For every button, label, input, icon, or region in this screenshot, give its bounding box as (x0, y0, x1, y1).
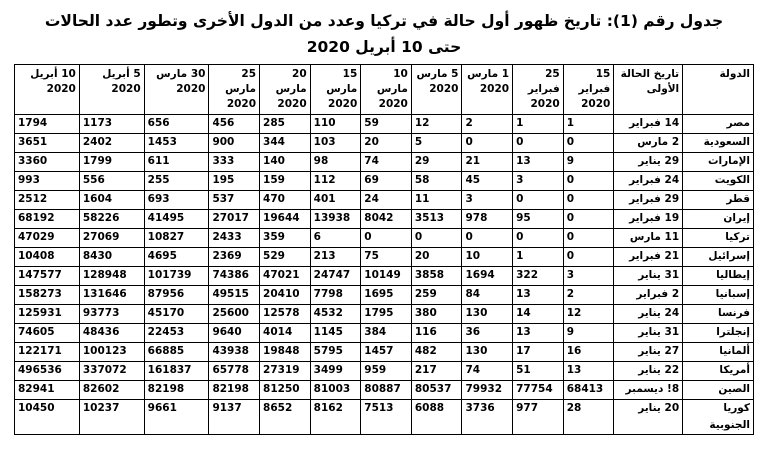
case-count-cell: 59 (361, 115, 412, 134)
case-count-cell: 13 (513, 324, 564, 343)
case-count-cell: 0 (563, 134, 614, 153)
case-count-cell: 13 (563, 362, 614, 381)
case-count-cell: 45170 (144, 305, 209, 324)
case-count-cell: 6 (310, 229, 361, 248)
case-count-cell: 9137 (209, 400, 260, 435)
country-cell: إسرائيل (683, 248, 754, 267)
case-count-cell: 27017 (209, 210, 260, 229)
case-count-cell: 2369 (209, 248, 260, 267)
column-header: 25 فبراير 2020 (513, 65, 564, 115)
case-count-cell: 20 (411, 248, 462, 267)
table-title-line1: جدول رقم (1): تاريخ ظهور أول حالة في تركيا وعدد من الدول الأخرى وتطور عدد الحالات (44, 12, 724, 30)
case-count-cell: 10408 (15, 248, 80, 267)
case-count-cell: 128948 (79, 267, 144, 286)
case-count-cell: 4014 (260, 324, 311, 343)
first-case-date-cell: 20 يناير (614, 400, 683, 435)
case-count-cell: 100123 (79, 343, 144, 362)
case-count-cell: 2 (462, 115, 513, 134)
case-count-cell: 285 (260, 115, 311, 134)
case-count-cell: 27319 (260, 362, 311, 381)
case-count-cell: 130 (462, 343, 513, 362)
country-cell: السعودية (683, 134, 754, 153)
first-case-date-cell: 14 فبراير (614, 115, 683, 134)
case-count-cell: 122171 (15, 343, 80, 362)
case-count-cell: 8430 (79, 248, 144, 267)
first-case-date-cell: 24 فبراير (614, 172, 683, 191)
case-count-cell: 7513 (361, 400, 412, 435)
case-count-cell: 103 (310, 134, 361, 153)
case-count-cell: 1173 (79, 115, 144, 134)
case-count-cell: 1 (563, 115, 614, 134)
case-count-cell: 217 (411, 362, 462, 381)
case-count-cell: 69 (361, 172, 412, 191)
table-row (15, 381, 754, 400)
case-count-cell: 75 (361, 248, 412, 267)
case-count-cell: 5 (411, 134, 462, 153)
case-count-cell: 12 (411, 115, 462, 134)
cases-table (14, 64, 754, 435)
case-count-cell: 977 (513, 400, 564, 435)
country-cell: فرنسا (683, 305, 754, 324)
case-count-cell: 82198 (144, 381, 209, 400)
case-count-cell: 10237 (79, 400, 144, 435)
first-case-date-cell: 22 يناير (614, 362, 683, 381)
case-count-cell: 993 (15, 172, 80, 191)
column-header: الدولة (683, 65, 754, 115)
case-count-cell: 161837 (144, 362, 209, 381)
case-count-cell: 3736 (462, 400, 513, 435)
case-count-cell: 125931 (15, 305, 80, 324)
first-case-date-cell: 21 فبراير (614, 248, 683, 267)
case-count-cell: 43938 (209, 343, 260, 362)
case-count-cell: 2512 (15, 191, 80, 210)
table-row (15, 191, 754, 210)
case-count-cell: 77754 (513, 381, 564, 400)
table-row (15, 362, 754, 381)
column-header: 15 فبراير 2020 (563, 65, 614, 115)
case-count-cell: 140 (260, 153, 311, 172)
first-case-date-cell: 8! ديسمبر (614, 381, 683, 400)
case-count-cell: 14 (513, 305, 564, 324)
case-count-cell: 337072 (79, 362, 144, 381)
case-count-cell: 0 (513, 134, 564, 153)
case-count-cell: 84 (462, 286, 513, 305)
case-count-cell: 3858 (411, 267, 462, 286)
case-count-cell: 159 (260, 172, 311, 191)
case-count-cell: 4695 (144, 248, 209, 267)
case-count-cell: 36 (462, 324, 513, 343)
country-cell: الكويت (683, 172, 754, 191)
case-count-cell: 130 (462, 305, 513, 324)
header-row (15, 65, 754, 115)
case-count-cell: 978 (462, 210, 513, 229)
case-count-cell: 0 (462, 229, 513, 248)
column-header: 15 مارس 2020 (310, 65, 361, 115)
case-count-cell: 496536 (15, 362, 80, 381)
case-count-cell: 25600 (209, 305, 260, 324)
case-count-cell: 13 (513, 286, 564, 305)
case-count-cell: 656 (144, 115, 209, 134)
case-count-cell: 470 (260, 191, 311, 210)
case-count-cell: 333 (209, 153, 260, 172)
case-count-cell: 10149 (361, 267, 412, 286)
case-count-cell: 693 (144, 191, 209, 210)
case-count-cell: 344 (260, 134, 311, 153)
case-count-cell: 74 (462, 362, 513, 381)
case-count-cell: 380 (411, 305, 462, 324)
case-count-cell: 1457 (361, 343, 412, 362)
case-count-cell: 384 (361, 324, 412, 343)
country-cell: أمريكا (683, 362, 754, 381)
case-count-cell: 13 (513, 153, 564, 172)
case-count-cell: 10450 (15, 400, 80, 435)
case-count-cell: 8042 (361, 210, 412, 229)
case-count-cell: 1 (513, 115, 564, 134)
case-count-cell: 12578 (260, 305, 311, 324)
case-count-cell: 456 (209, 115, 260, 134)
case-count-cell: 2402 (79, 134, 144, 153)
table-row (15, 153, 754, 172)
case-count-cell: 8162 (310, 400, 361, 435)
case-count-cell: 1794 (15, 115, 80, 134)
case-count-cell: 29 (411, 153, 462, 172)
country-cell: إيطاليا (683, 267, 754, 286)
case-count-cell: 68413 (563, 381, 614, 400)
case-count-cell: 65778 (209, 362, 260, 381)
case-count-cell: 1695 (361, 286, 412, 305)
case-count-cell: 8652 (260, 400, 311, 435)
column-header: تاريخ الحالة الأولى (614, 65, 683, 115)
first-case-date-cell: 2 فبراير (614, 286, 683, 305)
country-cell: إسبانيا (683, 286, 754, 305)
case-count-cell: 0 (563, 191, 614, 210)
case-count-cell: 259 (411, 286, 462, 305)
case-count-cell: 81003 (310, 381, 361, 400)
first-case-date-cell: 31 يناير (614, 267, 683, 286)
case-count-cell: 9 (563, 324, 614, 343)
case-count-cell: 12 (563, 305, 614, 324)
case-count-cell: 82198 (209, 381, 260, 400)
case-count-cell: 131646 (79, 286, 144, 305)
country-cell: تركيا (683, 229, 754, 248)
case-count-cell: 0 (411, 229, 462, 248)
case-count-cell: 21 (462, 153, 513, 172)
case-count-cell: 16 (563, 343, 614, 362)
table-row (15, 134, 754, 153)
case-count-cell: 74 (361, 153, 412, 172)
table-row (15, 248, 754, 267)
case-count-cell: 0 (361, 229, 412, 248)
case-count-cell: 19848 (260, 343, 311, 362)
case-count-cell: 900 (209, 134, 260, 153)
column-header: 25 مارس 2020 (209, 65, 260, 115)
case-count-cell: 24 (361, 191, 412, 210)
first-case-date-cell: 19 فبراير (614, 210, 683, 229)
case-count-cell: 101739 (144, 267, 209, 286)
column-header: 20 مارس 2020 (260, 65, 311, 115)
case-count-cell: 24747 (310, 267, 361, 286)
case-count-cell: 2433 (209, 229, 260, 248)
case-count-cell: 74605 (15, 324, 80, 343)
case-count-cell: 48436 (79, 324, 144, 343)
case-count-cell: 80887 (361, 381, 412, 400)
case-count-cell: 5795 (310, 343, 361, 362)
column-header: 5 مارس 2020 (411, 65, 462, 115)
case-count-cell: 359 (260, 229, 311, 248)
case-count-cell: 10 (462, 248, 513, 267)
case-count-cell: 0 (513, 191, 564, 210)
table-row (15, 210, 754, 229)
table-row (15, 229, 754, 248)
case-count-cell: 1694 (462, 267, 513, 286)
case-count-cell: 9640 (209, 324, 260, 343)
case-count-cell: 322 (513, 267, 564, 286)
case-count-cell: 1795 (361, 305, 412, 324)
first-case-date-cell: 24 يناير (614, 305, 683, 324)
first-case-date-cell: 29 فبراير (614, 191, 683, 210)
column-header: 5 أبريل 2020 (79, 65, 144, 115)
case-count-cell: 11 (411, 191, 462, 210)
case-count-cell: 98 (310, 153, 361, 172)
case-count-cell: 529 (260, 248, 311, 267)
case-count-cell: 20 (361, 134, 412, 153)
case-count-cell: 47029 (15, 229, 80, 248)
case-count-cell: 10827 (144, 229, 209, 248)
table-row (15, 400, 754, 435)
case-count-cell: 22453 (144, 324, 209, 343)
case-count-cell: 116 (411, 324, 462, 343)
case-count-cell: 3 (513, 172, 564, 191)
case-count-cell: 147577 (15, 267, 80, 286)
case-count-cell: 3 (462, 191, 513, 210)
case-count-cell: 158273 (15, 286, 80, 305)
table-row (15, 286, 754, 305)
table-row (15, 305, 754, 324)
case-count-cell: 68192 (15, 210, 80, 229)
case-count-cell: 80537 (411, 381, 462, 400)
case-count-cell: 58226 (79, 210, 144, 229)
country-cell: قطر (683, 191, 754, 210)
case-count-cell: 58 (411, 172, 462, 191)
first-case-date-cell: 31 يناير (614, 324, 683, 343)
case-count-cell: 9661 (144, 400, 209, 435)
table-title-line2: حتى 10 أبريل 2020 (306, 38, 462, 56)
case-count-cell: 49515 (209, 286, 260, 305)
case-count-cell: 41495 (144, 210, 209, 229)
case-count-cell: 82941 (15, 381, 80, 400)
case-count-cell: 195 (209, 172, 260, 191)
case-count-cell: 1604 (79, 191, 144, 210)
case-count-cell: 51 (513, 362, 564, 381)
case-count-cell: 255 (144, 172, 209, 191)
table-row (15, 172, 754, 191)
case-count-cell: 213 (310, 248, 361, 267)
case-count-cell: 482 (411, 343, 462, 362)
case-count-cell: 959 (361, 362, 412, 381)
case-count-cell: 110 (310, 115, 361, 134)
case-count-cell: 3513 (411, 210, 462, 229)
case-count-cell: 45 (462, 172, 513, 191)
first-case-date-cell: 2 مارس (614, 134, 683, 153)
first-case-date-cell: 29 يناير (614, 153, 683, 172)
country-cell: الإمارات (683, 153, 754, 172)
case-count-cell: 47021 (260, 267, 311, 286)
first-case-date-cell: 27 يناير (614, 343, 683, 362)
case-count-cell: 19644 (260, 210, 311, 229)
column-header: 1 مارس 2020 (462, 65, 513, 115)
case-count-cell: 0 (563, 210, 614, 229)
case-count-cell: 1453 (144, 134, 209, 153)
case-count-cell: 28 (563, 400, 614, 435)
case-count-cell: 1 (513, 248, 564, 267)
case-count-cell: 0 (563, 229, 614, 248)
column-header: 10 مارس 2020 (361, 65, 412, 115)
table-body (15, 115, 754, 435)
case-count-cell: 1145 (310, 324, 361, 343)
case-count-cell: 556 (79, 172, 144, 191)
case-count-cell: 79932 (462, 381, 513, 400)
case-count-cell: 2 (563, 286, 614, 305)
case-count-cell: 81250 (260, 381, 311, 400)
case-count-cell: 82602 (79, 381, 144, 400)
case-count-cell: 27069 (79, 229, 144, 248)
country-cell: كوريا الجنوبية (683, 400, 754, 435)
case-count-cell: 3 (563, 267, 614, 286)
country-cell: إنجلترا (683, 324, 754, 343)
case-count-cell: 3360 (15, 153, 80, 172)
case-count-cell: 401 (310, 191, 361, 210)
case-count-cell: 74386 (209, 267, 260, 286)
case-count-cell: 95 (513, 210, 564, 229)
case-count-cell: 20410 (260, 286, 311, 305)
first-case-date-cell: 11 مارس (614, 229, 683, 248)
table-row (15, 115, 754, 134)
case-count-cell: 7798 (310, 286, 361, 305)
country-cell: إيران (683, 210, 754, 229)
case-count-cell: 66885 (144, 343, 209, 362)
country-cell: ألمانيا (683, 343, 754, 362)
case-count-cell: 93773 (79, 305, 144, 324)
case-count-cell: 1799 (79, 153, 144, 172)
table-row (15, 267, 754, 286)
case-count-cell: 3651 (15, 134, 80, 153)
case-count-cell: 4532 (310, 305, 361, 324)
case-count-cell: 611 (144, 153, 209, 172)
table-row (15, 324, 754, 343)
case-count-cell: 87956 (144, 286, 209, 305)
column-header: 30 مارس 2020 (144, 65, 209, 115)
case-count-cell: 0 (563, 248, 614, 267)
case-count-cell: 537 (209, 191, 260, 210)
case-count-cell: 3499 (310, 362, 361, 381)
case-count-cell: 6088 (411, 400, 462, 435)
case-count-cell: 13938 (310, 210, 361, 229)
column-header: 10 أبريل 2020 (15, 65, 80, 115)
table-row (15, 343, 754, 362)
case-count-cell: 0 (563, 172, 614, 191)
country-cell: مصر (683, 115, 754, 134)
case-count-cell: 0 (513, 229, 564, 248)
case-count-cell: 17 (513, 343, 564, 362)
case-count-cell: 0 (462, 134, 513, 153)
country-cell: الصين (683, 381, 754, 400)
case-count-cell: 112 (310, 172, 361, 191)
case-count-cell: 9 (563, 153, 614, 172)
